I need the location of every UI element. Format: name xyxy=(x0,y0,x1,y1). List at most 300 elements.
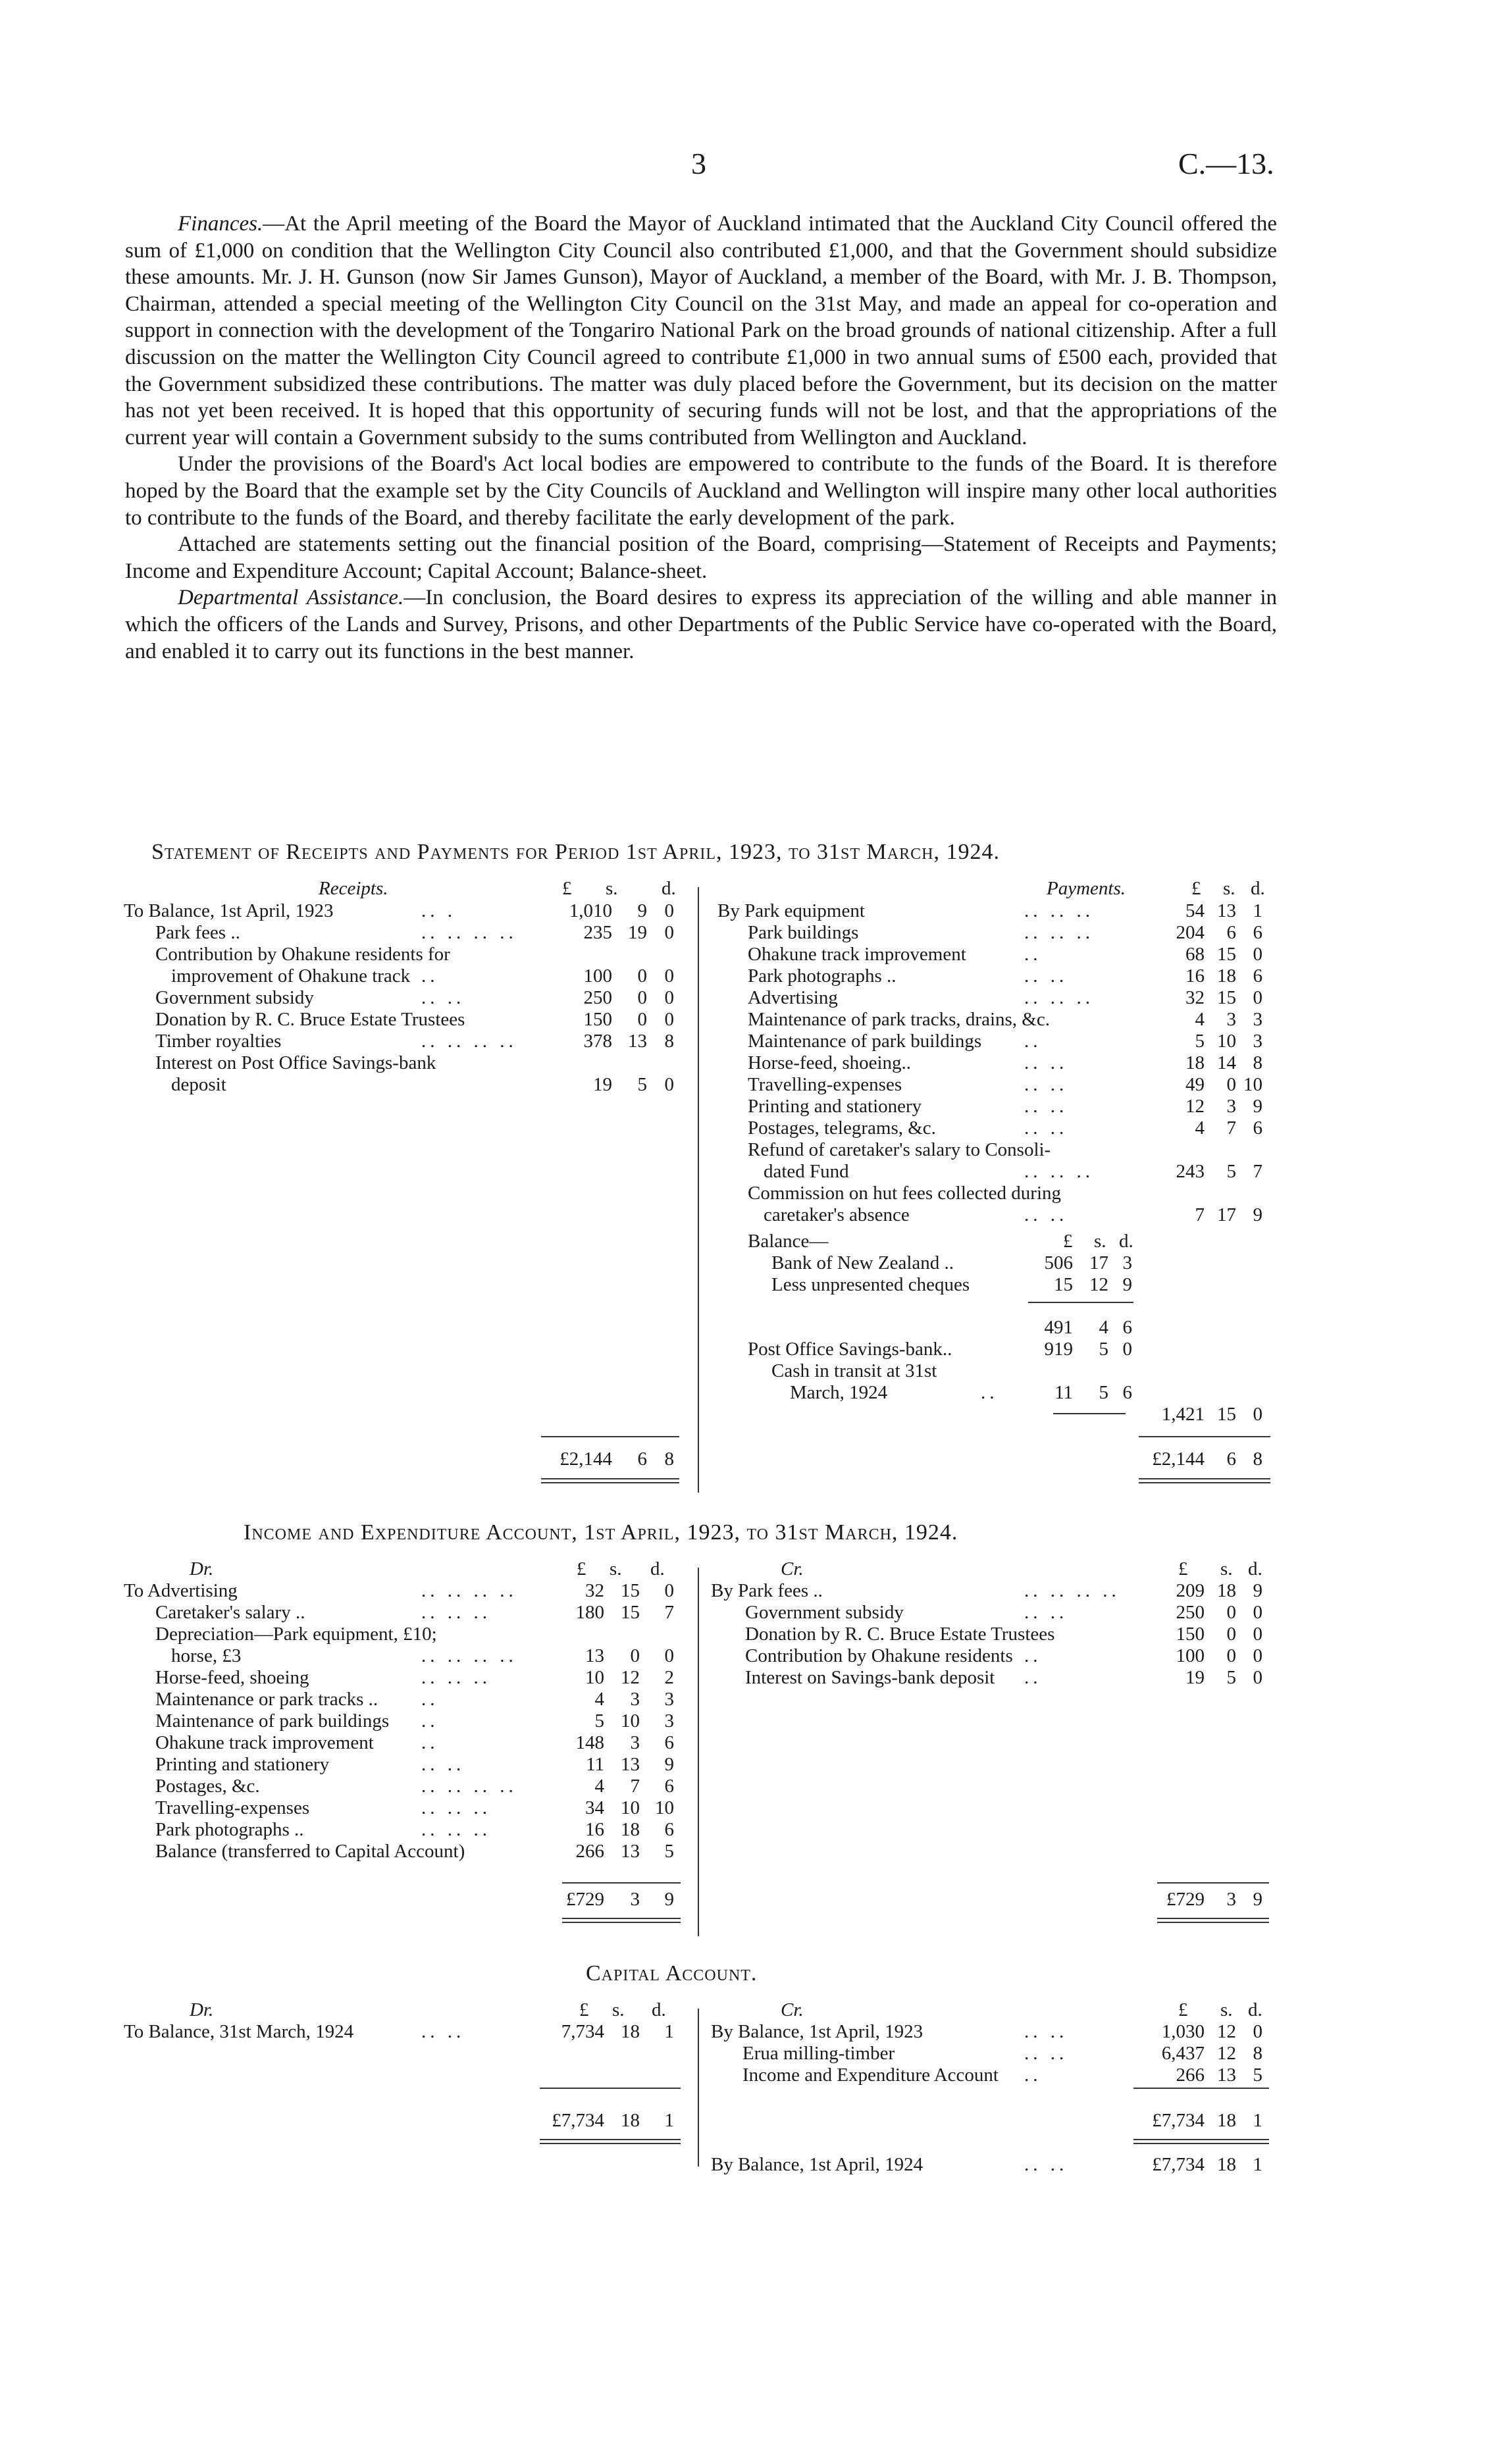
ledger-row-shillings: 10 xyxy=(621,1710,640,1732)
bank-nz-pence: 3 xyxy=(1122,1252,1132,1273)
col-head-pounds: £ xyxy=(562,878,572,899)
col-head-pounds: £ xyxy=(1178,1999,1188,2020)
ledger-row-pounds: 19 xyxy=(1185,1667,1205,1688)
ledger-row-pounds: 7,734 xyxy=(561,2021,604,2042)
ledger-row-pounds: 150 xyxy=(583,1009,612,1030)
ledger-row-pounds: 4 xyxy=(1195,1009,1205,1030)
ledger-row-label: Park buildings xyxy=(748,922,859,943)
ledger-row-label: Park photographs .. xyxy=(155,1819,304,1840)
receipts-total-shillings: 6 xyxy=(637,1449,647,1470)
ledger-row-label: Maintenance or park tracks .. xyxy=(155,1689,378,1710)
payments-total-pence: 8 xyxy=(1253,1449,1262,1470)
ledger-row-shillings: 7 xyxy=(1226,1117,1236,1139)
ledger-row-pounds: 266 xyxy=(575,1841,604,1862)
ledger-row-shillings: 0 xyxy=(637,987,647,1008)
paragraph-lead: Departmental Assistance. xyxy=(178,586,404,610)
ie-cr-total-rule xyxy=(1157,1882,1269,1884)
ledger-row-shillings: 18 xyxy=(1217,965,1236,987)
payments-total-double-rule xyxy=(1139,1482,1270,1483)
ledger-row-shillings: 0 xyxy=(637,1009,647,1030)
ledger-row-shillings: 18 xyxy=(621,2021,640,2042)
ledger-row-pence: 10 xyxy=(655,1797,674,1818)
ledger-row-pence: 7 xyxy=(664,1602,674,1623)
col-head-pence: d. xyxy=(650,1558,665,1579)
ledger-row-pence: 0 xyxy=(664,1645,674,1666)
paragraph-assistance xyxy=(125,584,1277,665)
ledger-row-leader: .. .. xyxy=(421,1754,465,1775)
ledger-row-pence: 8 xyxy=(1253,2043,1262,2064)
ledger-row-pounds: 5 xyxy=(1195,1031,1205,1052)
post-office-pence: 0 xyxy=(1122,1339,1132,1360)
ledger-row-label: Commission on hut fees collected during xyxy=(748,1183,1062,1204)
paragraph-lead: Finances. xyxy=(178,212,263,236)
ie-dr-total-rule xyxy=(562,1882,681,1884)
ledger-row-leader: .. .. .. .. xyxy=(421,1645,517,1666)
ledger-row-leader: .. .. xyxy=(1024,1204,1068,1225)
ledger-row-label: Donation by R. C. Bruce Estate Trustees xyxy=(745,1624,1055,1645)
paragraph-body: —At the April meeting of the Board the Mayor of Auckland intimated that the Auckland City Council offered the sum of £1,000 on condition that the Wellington City Council also contributed £1,000, and that the Government should subsidize these amounts. Mr. J. H. Gunson (now Sir James Gunson), Mayor of Auckland, a member of the Board, with Mr. J. B. Thompson, Chairman, attended a special meeting of the Wellington City Council on the 31st May, and made an appeal for co-operation and support in connection with the development of the Tongariro National Park on the broad grounds of national citizenship. After a full discussion on the matter the Wellington City Council agreed to contribute £1,000 in two annual sums of £500 each, provided that the Government subsidized these contributions. The matter was duly placed before the Government, but its decision on the matter has not yet been received. It is hoped that this opportunity of securing funds will not be lost, and that the appropriations of the current year will contain a Government subsidy to the sums contributed from Wellington and Auckland. xyxy=(125,212,1277,449)
ledger-row-pounds: 204 xyxy=(1176,922,1205,943)
ledger-row-label: Refund of caretaker's salary to Consoli- xyxy=(748,1139,1051,1160)
ledger-row-label: Depreciation—Park equipment, £10; xyxy=(155,1624,437,1645)
carried-balance-pence: 1 xyxy=(1253,2154,1262,2175)
ledger-row-pounds: 19 xyxy=(593,1074,612,1095)
column-divider xyxy=(698,2009,699,2167)
ledger-row-label: Maintenance of park buildings xyxy=(748,1031,982,1052)
ledger-row-pence: 0 xyxy=(664,922,674,943)
ledger-row-shillings: 6 xyxy=(1226,922,1236,943)
col-head-pence: d. xyxy=(662,878,676,899)
ie-cr-total-underline xyxy=(1157,1918,1269,1919)
cash-transit-leader: .. xyxy=(981,1382,999,1403)
ledger-row-leader: .. .. xyxy=(421,2021,465,2042)
ledger-row-pence: 5 xyxy=(664,1841,674,1862)
col-head-pence: d. xyxy=(1248,1999,1262,2020)
ledger-row-pence: 0 xyxy=(1253,1624,1262,1645)
ledger-row-label: Postages, telegrams, &c. xyxy=(748,1117,936,1139)
document-reference: C.—13. xyxy=(1178,147,1274,180)
ledger-row-label: By Park equipment xyxy=(717,900,865,921)
ledger-row-pounds: 49 xyxy=(1185,1074,1205,1095)
ledger-row-shillings: 0 xyxy=(630,1645,640,1666)
ledger-row-leader: .. .. .. xyxy=(1024,987,1094,1008)
ledger-row-label: To Balance, 31st March, 1924 xyxy=(124,2021,354,2042)
ledger-row-leader: .. .. .. .. xyxy=(421,1031,517,1052)
ledger-row-shillings: 15 xyxy=(1217,987,1236,1008)
page-number: 3 xyxy=(691,147,706,180)
ledger-row-shillings: 13 xyxy=(1217,900,1236,921)
ca-dr-total-rule xyxy=(540,2088,681,2089)
cash-transit-pence: 6 xyxy=(1122,1382,1132,1403)
cash-transit-line-1: Cash in transit at 31st xyxy=(771,1360,937,1381)
ca-dr-total-double-rule xyxy=(540,2143,681,2144)
ledger-row-pounds: 148 xyxy=(575,1732,604,1753)
ledger-row-pounds: 4 xyxy=(594,1776,604,1797)
ledger-row-label: Timber royalties xyxy=(155,1031,282,1052)
cash-transit-pounds: 11 xyxy=(1054,1382,1073,1403)
col-head-pounds: £ xyxy=(1191,878,1201,899)
ledger-row-label: Maintenance of park tracks, drains, &c. xyxy=(748,1009,1050,1030)
ledger-row-pounds: 10 xyxy=(585,1667,604,1688)
ledger-row-shillings: 9 xyxy=(637,900,647,921)
ledger-row-pence: 2 xyxy=(664,1667,674,1688)
paragraph-body: —In conclusion, the Board desires to express its appreciation of the willing and able manner in which the officers of the Lands and Survey, Prisons, and other Departments of the Public Service have co-operated with the Board, and enabled it to carry out its functions in the best manner. xyxy=(125,586,1278,663)
column-divider xyxy=(698,887,699,1493)
balance-subtotal-rule xyxy=(1028,1302,1133,1303)
ledger-row-shillings: 15 xyxy=(621,1580,640,1601)
ledger-row-leader: .. .. .. xyxy=(421,1667,491,1688)
ledger-row-leader: .. .. .. xyxy=(421,1797,491,1818)
ca-dr-total-shillings: 18 xyxy=(621,2110,640,2131)
ledger-row-pounds: 180 xyxy=(575,1602,604,1623)
ledger-row-shillings: 3 xyxy=(630,1689,640,1710)
paragraph-body: Under the provisions of the Board's Act local bodies are empowered to contribute to the funds of the Board. It is therefore hoped by the Board that the example set by the City Councils of Auckland and Wellington will inspire many other local authorities to contribute to the funds of the Board, and thereby facilitate the early development of the park. xyxy=(125,452,1277,530)
receipts-heading: Receipts. xyxy=(319,878,388,899)
ledger-row-label: Contribution by Ohakune residents xyxy=(745,1645,1013,1666)
ledger-row-label: Postages, &c. xyxy=(155,1776,260,1797)
ledger-row-pence: 3 xyxy=(1253,1031,1262,1052)
ledger-row-leader: .. xyxy=(421,965,439,987)
ledger-row-pence: 7 xyxy=(1253,1161,1262,1182)
ledger-row-pounds: 34 xyxy=(585,1797,604,1818)
ledger-row-label: Ohakune track improvement xyxy=(155,1732,374,1753)
ledger-row-label: Ohakune track improvement xyxy=(748,944,966,965)
ledger-row-pounds: 16 xyxy=(1185,965,1205,987)
ledger-row-pounds: 4 xyxy=(1195,1117,1205,1139)
ledger-row-shillings: 18 xyxy=(621,1819,640,1840)
ledger-row-leader: .. .. xyxy=(1024,2043,1068,2064)
ledger-row-leader: .. . xyxy=(421,900,456,921)
ie-dr-total-shillings: 3 xyxy=(630,1889,640,1910)
unpresented-pounds: 15 xyxy=(1054,1274,1073,1295)
ledger-row-pence: 1 xyxy=(664,2021,674,2042)
ledger-row-leader: .. .. xyxy=(1024,1074,1068,1095)
ledger-row-leader: .. .. xyxy=(1024,1602,1068,1623)
ledger-row-label: Donation by R. C. Bruce Estate Trustees xyxy=(155,1009,465,1030)
ca-cr-total-underline xyxy=(1133,2139,1269,2140)
paragraph-local-bodies xyxy=(125,451,1277,531)
ledger-row-leader: .. .. xyxy=(1024,965,1068,987)
ledger-row-label: Travelling-expenses xyxy=(155,1797,310,1818)
post-office-shillings: 5 xyxy=(1099,1339,1108,1360)
ledger-row-pounds: 100 xyxy=(583,965,612,987)
paragraph-body: Attached are statements setting out the financial position of the Board, comprising—Statement of Receipts and Payments; Income and Expenditure Account; Capital Account; Balance-sheet. xyxy=(125,532,1277,583)
bank-nz-label: Bank of New Zealand .. xyxy=(771,1252,954,1273)
ledger-row-label: Maintenance of park buildings xyxy=(155,1710,390,1732)
ledger-row-pence: 1 xyxy=(1253,900,1262,921)
ledger-row-pence: 0 xyxy=(1253,944,1262,965)
ledger-row-pence: 0 xyxy=(664,1009,674,1030)
post-office-pounds: 919 xyxy=(1044,1339,1073,1360)
ledger-row-shillings: 3 xyxy=(1226,1009,1236,1030)
ledger-row-leader: .. .. .. xyxy=(1024,900,1094,921)
ledger-row-pounds: 378 xyxy=(583,1031,612,1052)
column-divider xyxy=(698,1568,699,1936)
ledger-row-shillings: 10 xyxy=(621,1797,640,1818)
ledger-row-label: Advertising xyxy=(748,987,838,1008)
ledger-row-shillings: 14 xyxy=(1217,1052,1236,1073)
ledger-row-pounds: 13 xyxy=(585,1645,604,1666)
balance-subtotal-pounds: 491 xyxy=(1044,1317,1073,1338)
ie-cr-label: Cr. xyxy=(781,1558,804,1579)
col-head-pounds: £ xyxy=(577,1558,586,1579)
receipts-total-underline xyxy=(541,1478,679,1479)
receipts-total-rule xyxy=(541,1436,679,1437)
ie-dr-total-double-rule xyxy=(562,1922,681,1923)
balance-total-pence: 0 xyxy=(1253,1404,1262,1425)
ledger-row-pence: 6 xyxy=(1253,1117,1262,1139)
ledger-row-label: Contribution by Ohakune residents for xyxy=(155,944,450,965)
ca-cr-label: Cr. xyxy=(781,1999,804,2020)
ledger-row-pounds: 18 xyxy=(1185,1052,1205,1073)
ledger-row-leader: .. .. .. .. xyxy=(1024,1580,1120,1601)
balance-label: Balance— xyxy=(748,1231,829,1252)
ca-cr-total-pence: 1 xyxy=(1253,2110,1262,2131)
cash-transit-line-2: March, 1924 xyxy=(790,1382,888,1403)
ledger-row-pence: 3 xyxy=(1253,1009,1262,1030)
ledger-row-leader: .. .. .. .. xyxy=(421,1580,517,1601)
bank-nz-shillings: 17 xyxy=(1089,1252,1108,1273)
ledger-row-pounds: 68 xyxy=(1185,944,1205,965)
ledger-row-shillings: 3 xyxy=(630,1732,640,1753)
ledger-row-label: By Balance, 1st April, 1923 xyxy=(711,2021,923,2042)
col-head-pence: d. xyxy=(652,1999,666,2020)
ledger-row-shillings: 3 xyxy=(1226,1096,1236,1117)
ledger-row-shillings: 13 xyxy=(621,1754,640,1775)
ledger-row-shillings: 5 xyxy=(1226,1667,1236,1688)
carried-balance-shillings: 18 xyxy=(1217,2154,1236,2175)
ledger-row-pounds: 1,010 xyxy=(569,900,612,921)
ledger-row-pence: 6 xyxy=(1253,922,1262,943)
post-office-label: Post Office Savings-bank.. xyxy=(748,1339,952,1360)
ledger-row-pence: 9 xyxy=(1253,1204,1262,1225)
ledger-row-leader: .. xyxy=(1024,2065,1042,2086)
ledger-row-pence: 0 xyxy=(1253,987,1262,1008)
ledger-row-pence: 10 xyxy=(1243,1074,1262,1095)
ledger-row-pence: 8 xyxy=(1253,1052,1262,1073)
balance-subtotal-shillings: 4 xyxy=(1099,1317,1108,1338)
ledger-row-leader: .. xyxy=(421,1689,439,1710)
ledger-row-label: Erua milling-timber xyxy=(742,2043,895,2064)
balance-total-shillings: 15 xyxy=(1217,1404,1236,1425)
ie-dr-total-pounds: £729 xyxy=(566,1889,604,1910)
cash-transit-shillings: 5 xyxy=(1099,1382,1108,1403)
ledger-row-label: Printing and stationery xyxy=(155,1754,330,1775)
col-head-shillings: s. xyxy=(1223,878,1235,899)
ledger-row-pence: 9 xyxy=(664,1754,674,1775)
ledger-row-label: horse, £3 xyxy=(171,1645,242,1666)
ie-dr-label: Dr. xyxy=(190,1558,214,1579)
ledger-row-leader: .. .. xyxy=(421,987,465,1008)
ledger-row-pence: 6 xyxy=(664,1776,674,1797)
ledger-row-pounds: 250 xyxy=(1176,1602,1205,1623)
ledger-row-pence: 0 xyxy=(1253,2021,1262,2042)
ledger-row-label: Government subsidy xyxy=(745,1602,904,1623)
ledger-row-leader: .. xyxy=(421,1710,439,1732)
ledger-row-label: Horse-feed, shoeing xyxy=(155,1667,309,1688)
ledger-row-pence: 0 xyxy=(1253,1645,1262,1666)
ledger-row-shillings: 0 xyxy=(1226,1074,1236,1095)
col-head-shillings: s. xyxy=(610,1558,622,1579)
col-head-shillings: s. xyxy=(612,1999,625,2020)
ledger-row-leader: .. .. .. xyxy=(421,1819,491,1840)
ledger-row-leader: .. .. xyxy=(1024,1096,1068,1117)
ledger-row-pence: 9 xyxy=(1253,1580,1262,1601)
ca-dr-label: Dr. xyxy=(190,1999,214,2020)
ledger-row-shillings: 12 xyxy=(1217,2043,1236,2064)
ledger-row-label: dated Fund xyxy=(764,1161,849,1182)
receipts-total-pence: 8 xyxy=(664,1449,674,1470)
ledger-row-pence: 3 xyxy=(664,1689,674,1710)
ledger-row-pence: 0 xyxy=(664,1580,674,1601)
ca-dr-total-underline xyxy=(540,2139,681,2140)
ledger-row-leader: .. .. .. xyxy=(1024,1161,1094,1182)
ledger-row-pence: 0 xyxy=(664,965,674,987)
ledger-row-shillings: 13 xyxy=(1217,2065,1236,2086)
ledger-row-shillings: 17 xyxy=(1217,1204,1236,1225)
income-expenditure-title: Income and Expenditure Account, 1st April, 1923, to 31st March, 1924. xyxy=(244,1520,958,1545)
ledger-row-label: Government subsidy xyxy=(155,987,314,1008)
ledger-row-label: By Park fees .. xyxy=(711,1580,823,1601)
ledger-row-pence: 0 xyxy=(664,987,674,1008)
ledger-row-shillings: 0 xyxy=(637,965,647,987)
ca-cr-total-pounds: £7,734 xyxy=(1152,2110,1205,2131)
col-head-shillings: s. xyxy=(1220,1999,1233,2020)
receipts-total-pounds: £2,144 xyxy=(559,1449,612,1470)
unpresented-pence: 9 xyxy=(1122,1274,1132,1295)
ledger-row-label: Travelling-expenses xyxy=(748,1074,902,1095)
ledger-row-label: Balance (transferred to Capital Account) xyxy=(155,1841,465,1862)
carried-balance-label: By Balance, 1st April, 1924 xyxy=(711,2154,923,2175)
ledger-row-pence: 6 xyxy=(664,1819,674,1840)
unpresented-shillings: 12 xyxy=(1089,1274,1108,1295)
balance-total-pounds: 1,421 xyxy=(1161,1404,1205,1425)
payments-total-pounds: £2,144 xyxy=(1152,1449,1205,1470)
balance-head-shillings: s. xyxy=(1094,1231,1106,1252)
ledger-row-pounds: 12 xyxy=(1185,1096,1205,1117)
col-head-pence: d. xyxy=(1251,878,1265,899)
ca-dr-total-pounds: £7,734 xyxy=(552,2110,604,2131)
ledger-row-leader: .. .. xyxy=(1024,1117,1068,1139)
ledger-row-shillings: 5 xyxy=(1226,1161,1236,1182)
ie-cr-total-pence: 9 xyxy=(1253,1889,1262,1910)
ledger-row-pence: 9 xyxy=(1253,1096,1262,1117)
ledger-row-shillings: 18 xyxy=(1217,1580,1236,1601)
balance-total-rule xyxy=(1053,1413,1126,1414)
ca-cr-total-rule xyxy=(1133,2088,1269,2089)
col-head-pounds: £ xyxy=(579,1999,589,2020)
ledger-row-pence: 3 xyxy=(664,1710,674,1732)
ca-cr-total-shillings: 18 xyxy=(1217,2110,1236,2131)
carried-balance-pounds: £7,734 xyxy=(1152,2154,1205,2175)
ledger-row-leader: .. .. .. xyxy=(421,1602,491,1623)
ledger-row-pounds: 32 xyxy=(585,1580,604,1601)
ledger-row-pounds: 100 xyxy=(1176,1645,1205,1666)
ledger-row-pounds: 235 xyxy=(583,922,612,943)
payments-total-underline xyxy=(1139,1478,1270,1479)
ledger-row-shillings: 0 xyxy=(1226,1645,1236,1666)
ie-dr-total-pence: 9 xyxy=(664,1889,674,1910)
ledger-row-pounds: 32 xyxy=(1185,987,1205,1008)
ledger-row-pounds: 6,437 xyxy=(1161,2043,1205,2064)
ledger-row-pence: 6 xyxy=(664,1732,674,1753)
unpresented-label: Less unpresented cheques xyxy=(771,1274,970,1295)
ledger-row-pence: 0 xyxy=(664,900,674,921)
ledger-row-leader: .. xyxy=(1024,1667,1042,1688)
ca-dr-total-pence: 1 xyxy=(664,2110,674,2131)
body-text xyxy=(125,211,1277,665)
ledger-row-label: Income and Expenditure Account xyxy=(742,2065,999,2086)
ca-cr-total-double-rule xyxy=(1133,2143,1269,2144)
ledger-row-label: Interest on Post Office Savings-bank xyxy=(155,1052,436,1073)
ledger-row-label: Interest on Savings-bank deposit xyxy=(745,1667,995,1688)
ledger-row-shillings: 10 xyxy=(1217,1031,1236,1052)
ledger-row-shillings: 15 xyxy=(1217,944,1236,965)
ledger-row-leader: .. xyxy=(421,1732,439,1753)
bank-nz-pounds: 506 xyxy=(1044,1252,1073,1273)
paragraph-attached xyxy=(125,531,1277,584)
ledger-row-leader: .. xyxy=(1024,944,1042,965)
ledger-row-shillings: 0 xyxy=(1226,1624,1236,1645)
ledger-row-shillings: 13 xyxy=(628,1031,647,1052)
ledger-row-label: Caretaker's salary .. xyxy=(155,1602,305,1623)
ledger-row-pounds: 150 xyxy=(1176,1624,1205,1645)
ledger-row-label: Printing and stationery xyxy=(748,1096,922,1117)
ledger-row-pounds: 209 xyxy=(1176,1580,1205,1601)
receipts-payments-title: Statement of Receipts and Payments for Period 1st April, 1923, to 31st March, 1924. xyxy=(151,840,1000,864)
ledger-row-shillings: 12 xyxy=(621,1667,640,1688)
ledger-row-label: Horse-feed, shoeing.. xyxy=(748,1052,912,1073)
ledger-row-shillings: 5 xyxy=(637,1074,647,1095)
ledger-row-pounds: 5 xyxy=(594,1710,604,1732)
ledger-row-pounds: 1,030 xyxy=(1161,2021,1205,2042)
ledger-row-pounds: 250 xyxy=(583,987,612,1008)
ledger-row-pence: 0 xyxy=(1253,1602,1262,1623)
receipts-total-double-rule xyxy=(541,1482,679,1483)
balance-head-pounds: £ xyxy=(1063,1231,1073,1252)
ledger-row-shillings: 0 xyxy=(1226,1602,1236,1623)
ie-cr-total-pounds: £729 xyxy=(1166,1889,1205,1910)
ledger-row-shillings: 12 xyxy=(1217,2021,1236,2042)
capital-account-title: Capital Account. xyxy=(586,1961,758,1986)
ledger-row-pounds: 4 xyxy=(594,1689,604,1710)
ledger-row-label: caretaker's absence xyxy=(764,1204,910,1225)
ledger-row-label: Park fees .. xyxy=(155,922,240,943)
ledger-row-shillings: 19 xyxy=(628,922,647,943)
col-head-shillings: s. xyxy=(1220,1558,1233,1579)
ledger-row-leader: .. .. .. xyxy=(1024,922,1094,943)
ledger-row-shillings: 15 xyxy=(621,1602,640,1623)
payments-total-shillings: 6 xyxy=(1226,1449,1236,1470)
ledger-row-leader: .. .. .. .. xyxy=(421,922,517,943)
ledger-row-leader: .. .. xyxy=(1024,1052,1068,1073)
payments-total-rule xyxy=(1139,1436,1270,1437)
ledger-row-pence: 0 xyxy=(1253,1667,1262,1688)
ledger-row-label: deposit xyxy=(171,1074,226,1095)
ledger-row-label: To Advertising xyxy=(124,1580,238,1601)
paragraph-finances xyxy=(125,211,1277,451)
ledger-row-leader: .. xyxy=(1024,1645,1042,1666)
ledger-row-shillings: 7 xyxy=(630,1776,640,1797)
ledger-row-pounds: 243 xyxy=(1176,1161,1205,1182)
ledger-row-shillings: 13 xyxy=(621,1841,640,1862)
col-head-pounds: £ xyxy=(1178,1558,1188,1579)
balance-head-pence: d. xyxy=(1119,1231,1133,1252)
ledger-row-pounds: 7 xyxy=(1195,1204,1205,1225)
ledger-row-label: improvement of Ohakune track xyxy=(171,965,411,987)
ie-cr-total-double-rule xyxy=(1157,1922,1269,1923)
ledger-row-pounds: 16 xyxy=(585,1819,604,1840)
